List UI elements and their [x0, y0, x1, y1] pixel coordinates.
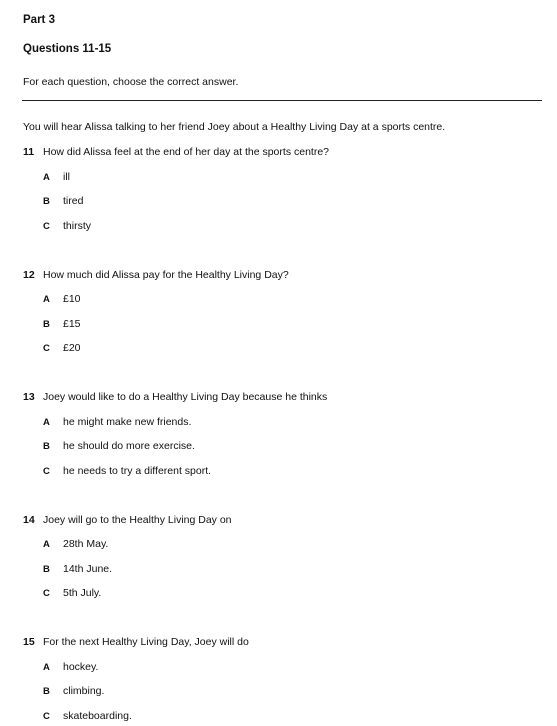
- option-letter: C: [43, 711, 50, 722]
- question-number: 14: [23, 514, 35, 526]
- option-text: tired: [63, 195, 84, 207]
- option-c[interactable]: [43, 586, 101, 600]
- option-text: skateboarding.: [63, 710, 132, 722]
- question-text: Joey will go to the Healthy Living Day on: [43, 514, 232, 526]
- option-text: ill: [63, 171, 70, 183]
- option-c[interactable]: [43, 464, 211, 478]
- question-11: [23, 145, 543, 232]
- option-a[interactable]: [43, 660, 98, 674]
- question-text: For the next Healthy Living Day, Joey will do: [43, 636, 249, 648]
- option-text: £10: [63, 293, 81, 305]
- option-letter: C: [43, 221, 50, 232]
- option-a[interactable]: [43, 415, 191, 429]
- question-number: 11: [23, 146, 35, 158]
- option-letter: C: [43, 588, 50, 599]
- option-text: he might make new friends.: [63, 416, 192, 428]
- option-letter: C: [43, 343, 50, 354]
- option-c[interactable]: [43, 341, 81, 355]
- option-text: hockey.: [63, 661, 99, 673]
- question-15: [23, 635, 543, 722]
- option-letter: B: [43, 319, 50, 330]
- option-letter: B: [43, 441, 50, 452]
- option-letter: B: [43, 686, 50, 697]
- question-12: [23, 268, 543, 354]
- option-b[interactable]: [43, 562, 112, 576]
- question-number: 13: [23, 391, 35, 403]
- option-text: 28th May.: [63, 538, 109, 550]
- option-text: £15: [63, 318, 81, 330]
- instruction-text: For each question, choose the correct answer.: [23, 76, 239, 88]
- option-b[interactable]: [43, 684, 104, 698]
- option-a[interactable]: [43, 537, 108, 551]
- option-b[interactable]: [43, 439, 195, 453]
- option-text: 5th July.: [63, 587, 102, 599]
- option-text: £20: [63, 342, 81, 354]
- option-text: 14th June.: [63, 563, 113, 575]
- option-text: he should do more exercise.: [63, 440, 195, 452]
- option-a[interactable]: [43, 170, 70, 184]
- option-letter: A: [43, 539, 50, 550]
- option-b[interactable]: [43, 194, 83, 208]
- question-number: 15: [23, 636, 35, 648]
- option-letter: C: [43, 466, 50, 477]
- part-title: Part 3: [23, 14, 55, 26]
- question-text: How much did Alissa pay for the Healthy Living Day?: [43, 269, 289, 281]
- option-letter: B: [43, 196, 50, 207]
- option-text: thirsty: [63, 220, 92, 232]
- question-number: 12: [23, 269, 35, 281]
- question-text: Joey would like to do a Healthy Living Day because he thinks: [43, 391, 328, 403]
- question-text: How did Alissa feel at the end of her day at the sports centre?: [43, 146, 330, 158]
- section-divider: [22, 100, 542, 101]
- option-b[interactable]: [43, 317, 81, 331]
- option-letter: A: [43, 294, 50, 305]
- option-a[interactable]: [43, 292, 81, 306]
- option-text: he needs to try a different sport.: [63, 465, 212, 477]
- option-c[interactable]: [43, 219, 91, 233]
- question-13: [23, 390, 543, 477]
- option-letter: A: [43, 172, 50, 183]
- listening-intro: You will hear Alissa talking to her friend Joey about a Healthy Living Day at a sports centre.: [23, 121, 446, 133]
- question-14: [23, 513, 543, 599]
- option-letter: A: [43, 417, 50, 428]
- option-letter: A: [43, 662, 50, 673]
- option-c[interactable]: [43, 709, 132, 723]
- option-letter: B: [43, 564, 50, 575]
- questions-range-title: Questions 11-15: [23, 43, 112, 55]
- option-text: climbing.: [63, 685, 105, 697]
